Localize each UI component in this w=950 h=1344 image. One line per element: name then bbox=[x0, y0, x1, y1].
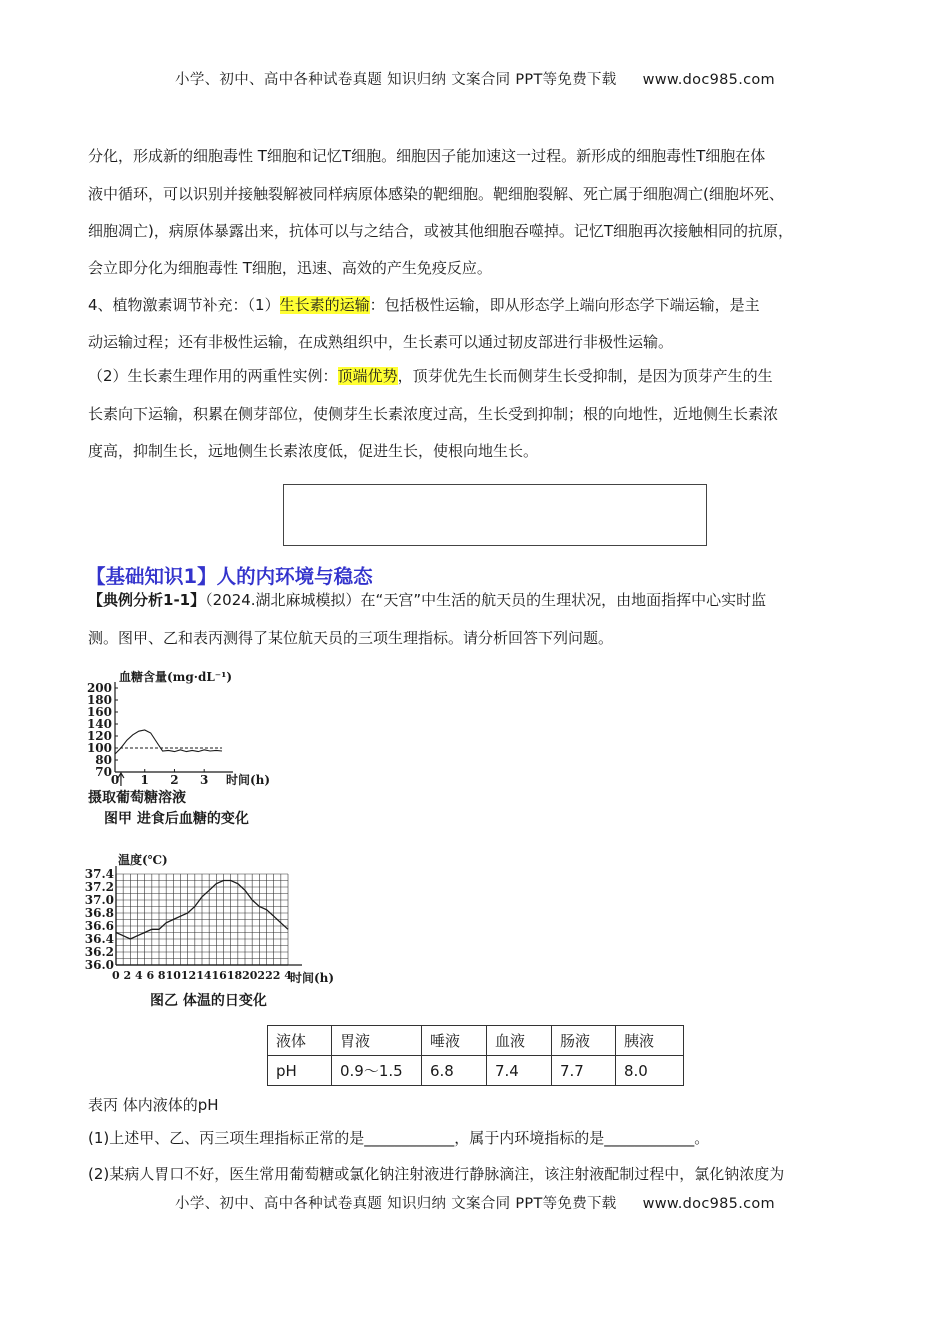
chart1-y-tick-label: 120 bbox=[86, 729, 112, 743]
para3-suffix: ，顶芽优先生长而侧芽生长受抑制，是因为顶芽产生的生 bbox=[397, 367, 773, 385]
chart2-y-tick-label: 36.2 bbox=[84, 945, 114, 959]
table-cell: 8.0 bbox=[616, 1056, 684, 1086]
chart2-y-tick-label: 36.8 bbox=[84, 906, 114, 920]
table-header-cell: 胃液 bbox=[332, 1026, 422, 1056]
footer-text: 小学、初中、高中各种试卷真题 知识归纳 文案合同 PPT等免费下载 bbox=[175, 1196, 617, 1212]
table-header-row bbox=[268, 1026, 684, 1056]
para3-line1 bbox=[88, 366, 773, 386]
chart2-xlabel: 时间(h) bbox=[290, 971, 335, 985]
table-cell: 0.9～1.5 bbox=[332, 1056, 422, 1086]
table-cell: 6.8 bbox=[422, 1056, 487, 1086]
chart1-y-tick-label: 180 bbox=[86, 693, 112, 707]
para1-line1: 分化，形成新的细胞毒性 T细胞和记忆T细胞。细胞因子能加速这一过程。新形成的细胞毒性T细胞在体 bbox=[88, 147, 766, 165]
table-header-cell: 液体 bbox=[268, 1026, 332, 1056]
highlight-apical-dominance: 顶端优势 bbox=[337, 367, 398, 385]
table-cell: 7.7 bbox=[552, 1056, 616, 1086]
para3-line2: 长素向下运输，积累在侧芽部位，使侧芽生长素浓度过高，生长受到抑制；根的向地性，近地侧生长素浓 bbox=[88, 405, 779, 423]
table-header-cell: 肠液 bbox=[552, 1026, 616, 1056]
para1-line2: 液中循环，可以识别并接触裂解被同样病原体感染的靶细胞。靶细胞裂解、死亡属于细胞凋亡(细胞坏死、 bbox=[88, 185, 784, 203]
table-cell: 7.4 bbox=[487, 1056, 552, 1086]
chart1-y-tick-label: 200 bbox=[86, 681, 112, 695]
para1-line4: 会立即分化为细胞毒性 T细胞，迅速、高效的产生免疫反应。 bbox=[88, 259, 492, 277]
para3-line3: 度高，抑制生长，远地侧生长素浓度低，促进生长，使根向地生长。 bbox=[88, 442, 539, 460]
chart2-y-tick-label: 36.0 bbox=[84, 958, 114, 972]
chart2-title: 图乙 体温的日变化 bbox=[150, 993, 267, 1009]
example-label: 【典例分析1-1】 bbox=[88, 591, 206, 609]
para3-prefix: （2）生长素生理作用的两重性实例： bbox=[88, 367, 338, 385]
para1-line3: 细胞凋亡)，病原体暴露出来，抗体可以与之结合，或被其他细胞吞噬掉。记忆T细胞再次接触相同的抗原， bbox=[88, 222, 794, 240]
body-temp-chart bbox=[80, 850, 350, 990]
empty-answer-box bbox=[283, 484, 707, 546]
header-text: 小学、初中、高中各种试卷真题 知识归纳 文案合同 PPT等免费下载 bbox=[175, 72, 617, 88]
chart1-x-tick-label: 2 bbox=[170, 773, 179, 787]
para2-line2: 动运输过程；还有非极性运输，在成熟组织中，生长素可以通过韧皮部进行非极性运输。 bbox=[88, 333, 674, 351]
table-caption: 表丙 体内液体的pH bbox=[88, 1096, 219, 1114]
chart1-y-tick-label: 160 bbox=[86, 705, 112, 719]
chart1-x-tick-label: 1 bbox=[140, 773, 149, 787]
table-header-cell: 血液 bbox=[487, 1026, 552, 1056]
chart1-y-tick-label: 70 bbox=[95, 765, 112, 779]
chart1-annotation: 摄取葡萄糖溶液 bbox=[88, 790, 186, 806]
chart2-y-tick-label: 36.4 bbox=[84, 932, 114, 946]
chart2-y-tick-label: 36.6 bbox=[84, 919, 114, 933]
example-line2: 测。图甲、乙和表丙测得了某位航天员的三项生理指标。请分析回答下列问题。 bbox=[88, 629, 614, 647]
blood-sugar-line bbox=[115, 730, 222, 754]
page-header bbox=[0, 68, 950, 89]
para2-prefix: 4、植物激素调节补充：（1） bbox=[88, 296, 280, 314]
section-title: 【基础知识1】人的内环境与稳态 bbox=[86, 565, 373, 588]
page-footer bbox=[0, 1192, 950, 1213]
example-line1 bbox=[88, 590, 766, 610]
chart2-xtick-labels: 0 2 4 6 8101214161820222 4 bbox=[112, 969, 292, 982]
table-cell: pH bbox=[268, 1056, 332, 1086]
chart2-y-tick-label: 37.4 bbox=[84, 867, 114, 881]
chart1-x-tick-label: 0 bbox=[110, 773, 120, 787]
chart2-y-tick-label: 37.0 bbox=[84, 893, 114, 907]
chart1-y-tick-label: 100 bbox=[86, 741, 112, 755]
table-row bbox=[268, 1056, 684, 1086]
table-header-cell: 胰液 bbox=[616, 1026, 684, 1056]
question-1: (1)上述甲、乙、丙三项生理指标正常的是____________，属于内环境指标的是____________。 bbox=[88, 1129, 710, 1147]
chart1-y-tick-label: 140 bbox=[86, 717, 112, 731]
example-text1: （2024.湖北麻城模拟）在“天宫”中生活的航天员的生理状况，由地面指挥中心实时监 bbox=[205, 591, 767, 609]
chart2-ylabel: 温度(℃) bbox=[118, 853, 168, 867]
header-site[interactable]: www.doc985.com bbox=[642, 72, 775, 88]
chart1-y-tick-label: 80 bbox=[95, 753, 112, 767]
para2-line1 bbox=[88, 295, 760, 315]
chart2-y-tick-label: 37.2 bbox=[84, 880, 114, 894]
ph-table bbox=[267, 1025, 684, 1086]
chart1-title: 图甲 进食后血糖的变化 bbox=[104, 811, 249, 827]
highlight-auxin-transport: 生长素的运输 bbox=[279, 296, 370, 314]
blood-sugar-chart bbox=[80, 666, 280, 800]
table-header-cell: 唾液 bbox=[422, 1026, 487, 1056]
chart1-ylabel: 血糖含量(mg·dL⁻¹) bbox=[119, 670, 233, 684]
chart1-x-tick-label: 3 bbox=[200, 773, 209, 787]
footer-site[interactable]: www.doc985.com bbox=[642, 1196, 775, 1212]
para2-suffix: ：包括极性运输，即从形态学上端向形态学下端运输，是主 bbox=[369, 296, 760, 314]
question-2: (2)某病人胃口不好，医生常用葡萄糖或氯化钠注射液进行静脉滴注，该注射液配制过程中，氯化钠浓度为 bbox=[88, 1165, 785, 1183]
chart1-xlabel: 时间(h) bbox=[226, 773, 271, 787]
